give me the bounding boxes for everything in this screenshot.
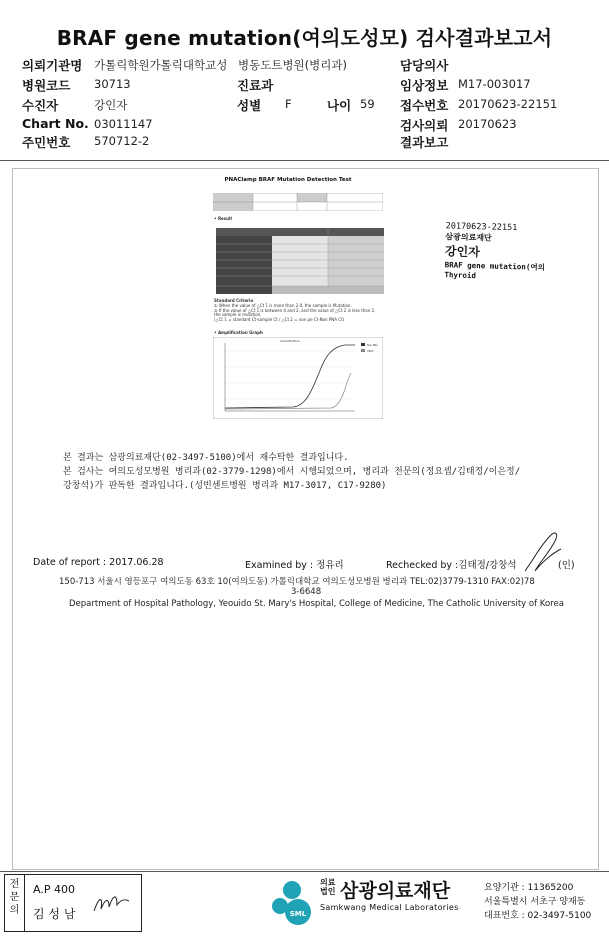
org-address: 서울특별시 서초구 양재동 <box>484 897 586 907</box>
receipt-value: 20170623-22151 <box>458 97 558 111</box>
doctor-label: 담당의사 <box>400 58 449 73</box>
label-receipt: 20170623-22151 <box>445 221 518 234</box>
dept-label: 진료과 <box>237 78 274 93</box>
request-label: 검사의뢰 <box>400 118 449 133</box>
institution-value: 가톨릭학원가톨릭대학교성 <box>94 58 228 72</box>
institution-label: 의뢰기관명 <box>22 58 83 73</box>
note-line: 본 결과는 삼광의료재단(02-3497-5100)에서 재수탁한 결과입니다. <box>63 453 349 463</box>
specialist-signature-icon <box>91 889 131 919</box>
hospital-code-label: 병원코드 <box>22 78 71 93</box>
footer-divider <box>0 871 609 872</box>
chart-value: 03011147 <box>94 117 153 131</box>
org-name: 삼광의료재단 <box>340 880 451 902</box>
svg-text:SML: SML <box>289 910 307 918</box>
specialist-code: A.P 400 <box>33 883 75 896</box>
id-value: 570712-2 <box>94 134 150 148</box>
scan-criteria-heading: Standard Criteria <box>214 298 254 303</box>
scan-graph-heading: • Amplification Graph <box>214 330 263 335</box>
org-type-bottom: 법인 <box>320 887 336 896</box>
institution-tail: 병동도트병원(병리과) <box>238 58 347 72</box>
scan-amplification-graph <box>213 337 383 419</box>
header-divider <box>0 160 609 161</box>
address-kr-2: 3-6648 <box>291 587 322 597</box>
patient-label: 수진자 <box>22 98 59 113</box>
org-type-top: 의료 <box>320 878 336 887</box>
age-label: 나이 <box>327 98 352 113</box>
clinical-label: 임상정보 <box>400 78 449 93</box>
address-kr: 150-713 서울시 영등포구 여의도동 63호 10(여의도동) 가톨릭대학교 여의도성모병원 병리과 TEL:02)3779-1310 FAX:02)78 <box>59 577 535 587</box>
page-title: BRAF gene mutation(여의도성모) 검사결과보고서 <box>56 26 553 50</box>
scan-result-heading: • Result <box>214 216 233 221</box>
scan-criteria <box>214 304 404 322</box>
report-notes <box>63 451 563 493</box>
org-en: Samkwang Medical Laboratories <box>320 903 459 912</box>
criteria-line: the sample is mutation. <box>214 312 262 317</box>
receipt-label: 접수번호 <box>400 98 449 113</box>
hospital-code-value: 30713 <box>94 77 131 91</box>
id-label: 주민번호 <box>22 135 71 150</box>
criteria-line: ② If the value of △Ct 1 is between 0 and 2, and the value of △Ct 2 is less than 2, <box>214 307 376 313</box>
note-line: 본 검사는 여의도성모병원 병리과(02-3779-1298)에서 시행되었으며, 병리과 전문의(정요셉/김태정/이은정/ <box>63 467 521 477</box>
org-type <box>320 878 335 896</box>
seal-mark: (인) <box>558 560 575 571</box>
scan-doc-title: PNAClamp BRAF Mutation Detection Test <box>224 177 352 183</box>
legend-non-pna: Non PNA <box>367 344 378 347</box>
specimen-label <box>444 221 575 282</box>
label-name: 강인자 <box>444 244 480 260</box>
graph-title: Amplification <box>280 339 300 343</box>
examined-by: Examined by : 정유리 <box>245 560 344 571</box>
address-en: Department of Hospital Pathology, Yeouido St. Mary's Hospital, College of Medicine, The Catholic University of Korea <box>69 599 564 609</box>
date-of-report: Date of report : 2017.06.28 <box>33 557 164 568</box>
request-value: 20170623 <box>458 117 517 131</box>
label-specimen: Thyroid <box>444 270 477 281</box>
clinical-value: M17-003017 <box>458 77 531 91</box>
sex-value: F <box>285 97 292 111</box>
note-line: 강창석)가 판독한 결과입니다.(성빈센트병원 병리과 M17-3017, C17-9280) <box>63 481 387 491</box>
sex-label: 성별 <box>237 98 262 113</box>
specialist-side-label: 전문의 <box>5 875 25 931</box>
legend-v600: V600 <box>367 350 374 353</box>
label-test: BRAF gene mutation(여의 <box>444 260 546 272</box>
scan-info-table <box>213 193 383 211</box>
criteria-line: ① When the value of △Ct 1 is more than 2.0, the sample is Mutation. <box>214 303 352 308</box>
org-phone: 대표번호 : 02-3497-5100 <box>484 911 592 921</box>
chart-label: Chart No. <box>22 116 89 131</box>
scanned-report <box>12 168 599 870</box>
sml-logo-icon <box>268 876 316 928</box>
rechecked-by: Rechecked by :김태정/강창석 <box>386 560 517 571</box>
patient-value: 강인자 <box>94 98 128 112</box>
specialist-name: 김 성 남 <box>33 907 76 921</box>
org-license: 요양기관 : 11365200 <box>484 883 574 893</box>
report-label: 결과보고 <box>400 135 449 150</box>
label-org: 삼광의료재단 <box>445 232 492 243</box>
criteria-line: (△Ct 1 = standard Ct-sample Ct / △Ct 2 = non pe Ct-Non PNA Ct) <box>214 316 345 322</box>
signature-icon <box>521 527 565 577</box>
age-value: 59 <box>360 97 375 111</box>
specialist-box <box>4 874 142 932</box>
scan-result-table <box>216 228 384 294</box>
